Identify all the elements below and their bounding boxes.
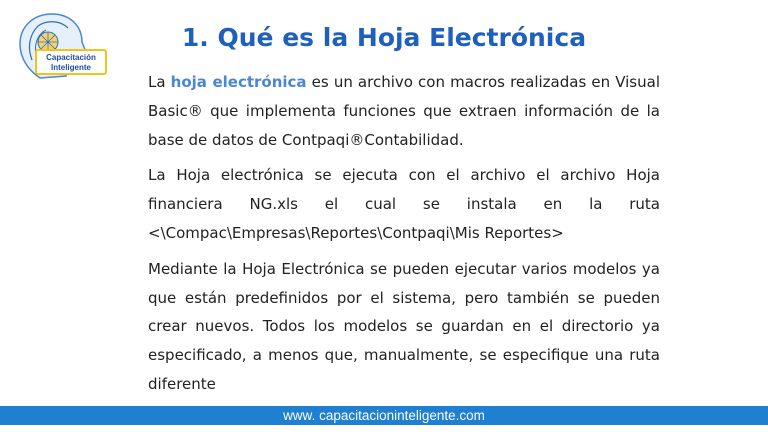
highlight-term: hoja electrónica xyxy=(170,73,307,91)
slide-title: 1. Qué es la Hoja Electrónica xyxy=(181,23,587,52)
p1-pre: La xyxy=(148,73,171,91)
slide-body xyxy=(148,68,660,406)
logo-text-line2: Inteligente xyxy=(50,63,92,72)
footer-url: www. capacitacioninteligente.com xyxy=(283,408,485,423)
paragraph-2: La Hoja electrónica se ejecuta con el archivo el archivo Hoja financiera NG.xls el cual se instala en la ruta <\Compac\Empresas\Reportes\Contpaqi\Mis Reportes> xyxy=(148,166,660,242)
p1-post: es un archivo con macros realizadas en Visual Basic® que implementa funciones que extraen información de la base de datos de Contpaqi®Contabilidad. xyxy=(148,73,660,149)
logo-text-line1: Capacitación xyxy=(46,53,96,62)
paragraph-1 xyxy=(148,68,660,154)
paragraph-3: Mediante la Hoja Electrónica se pueden ejecutar varios modelos ya que están predefinidos por el sistema, pero también se pueden crear nuevos. Todos los modelos se guardan en el directorio ya especificado, a menos que, manualmente, se especifique una ruta diferente xyxy=(148,259,660,393)
